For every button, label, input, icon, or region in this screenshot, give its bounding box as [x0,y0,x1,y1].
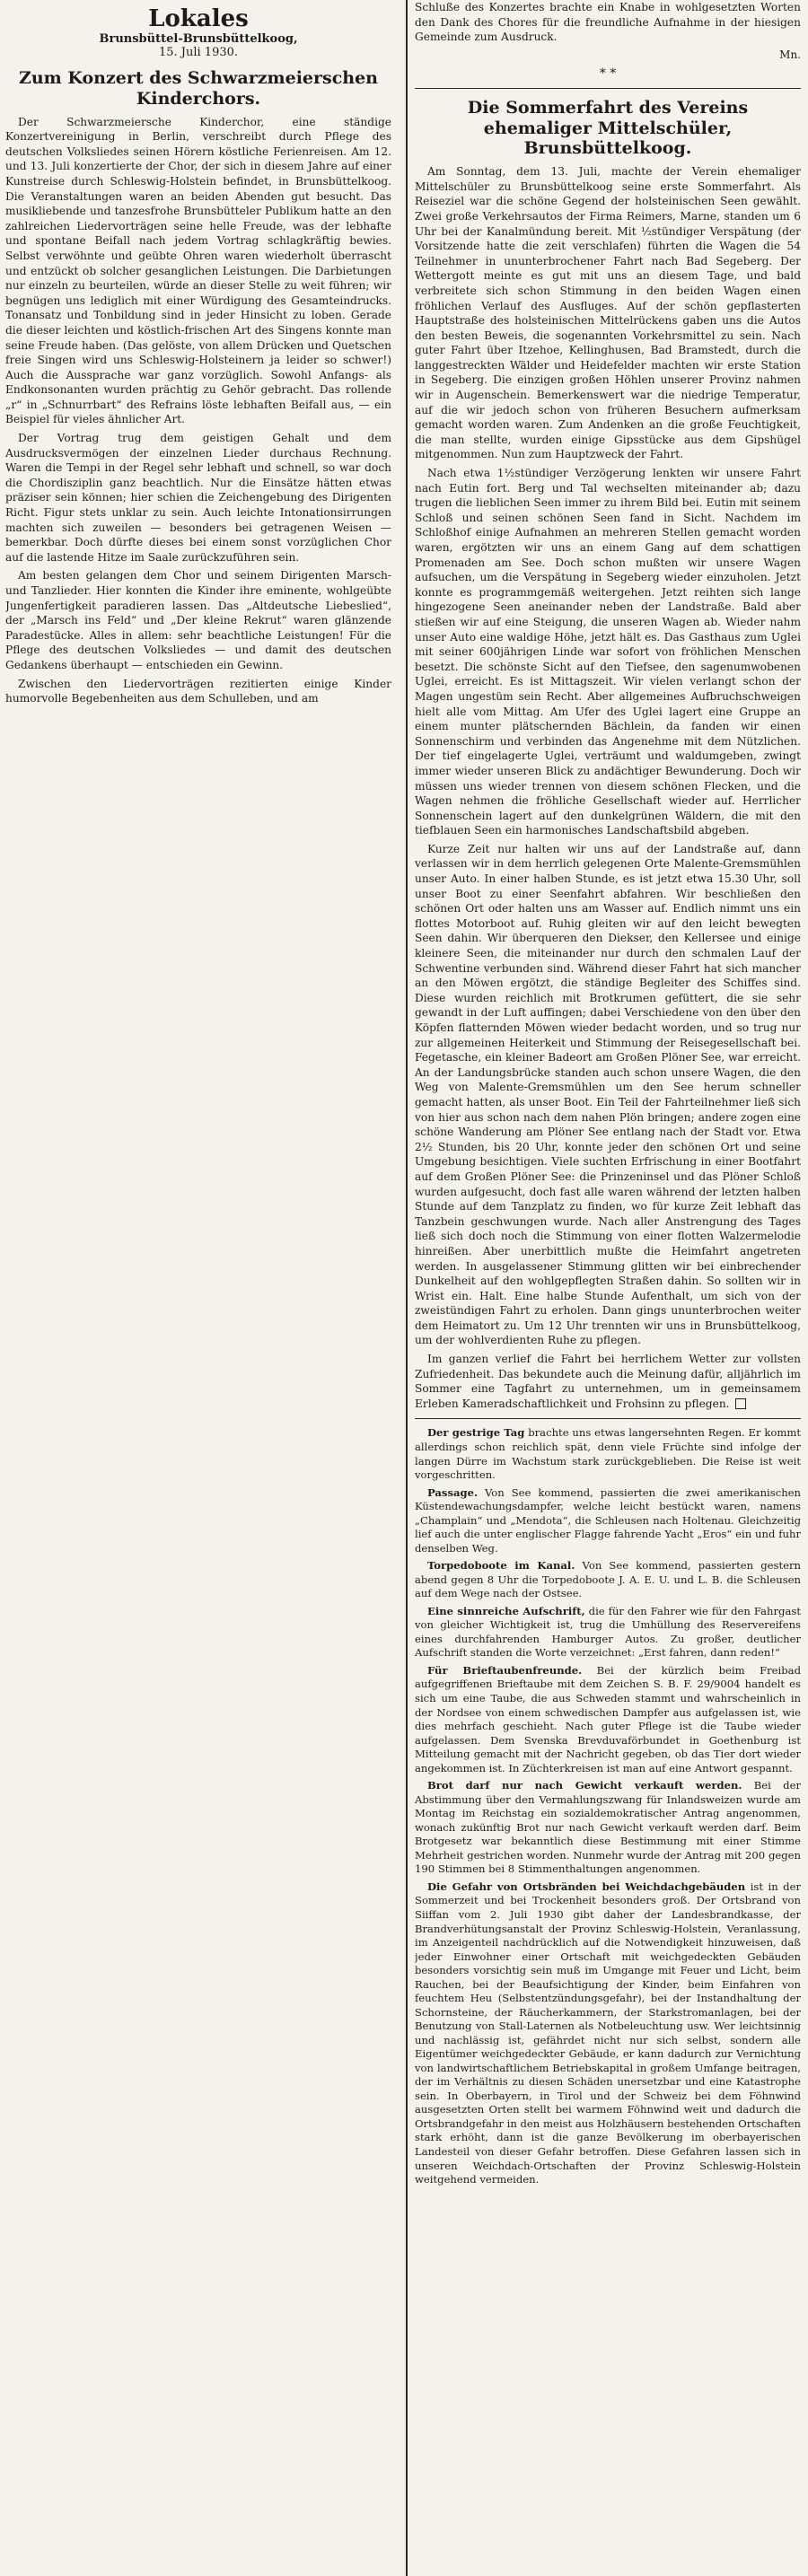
horizontal-rule [415,88,801,89]
concert-paragraph: Am besten gelangen dem Chor und seinem Dirigenten Marsch- und Tanzlieder. Hier konnten die Kinder ihre eminente, wohlgeübte Jungenfertigkeit paradieren lassen. Das „Altdeutsche Liebeslied“, der „Marsch ins Feld“ und „Der kleine Rekrut“ waren glänzende Paradestücke. Alles in allem: sehr beachtliche Leistungen! Für die Pflege des deutschen Volksliedes — und damit des deutschen Gedankens überhaupt — entschieden ein Gewinn. [5,569,391,671]
date: 15. Juli 1930. [158,46,239,59]
right-column [415,0,801,2576]
brief-head: Der gestrige Tag [427,1426,525,1440]
brief-item [415,1880,801,2187]
brief-head: Torpedoboote im Kanal. [427,1559,575,1573]
brief-text: ist in der Sommerzeit und bei Trockenheit besonders groß. Der Ortsbrand von Siiffan vom 2. Juli 1930 gibt daher der Landesbrandkasse, der Brandverhütungsanstalt der Provinz Schleswig-Holstein, Veranlassung, im Anzeigenteil nachdrücklich auf die Notwendigkeit hinzuweisen, daß jeder Einwohner einer Ortschaft mit weichgedeckten Gebäuden besonders vorsichtig sein muß im Umgange mit Feuer und Licht, beim Rauchen, bei der Beaufsichtigung der Kinder, beim Einfahren von feuchtem Heu (Selbstentzündungsgefahr), bei der Instandhaltung der Schornsteine, der Räucherkammern, der Starkstromanlagen, bei der Benutzung von Stall-Laternen als Notbeleuchtung usw. Wer leichtsinnig und nachlässig ist, gefährdet nicht nur sich selbst, sondern alle Eigentümer weichgedeckter Gebäude, er kann dadurch zur Vernichtung von landwirtschaftlichem Betriebskapital in großem Umfange beitragen, der im Verhältnis zu diesen Schäden unersetzbar und eine Katastrophe sein. In Oberbayern, in Tirol und der Schweiz bei dem Föhnwind ausgesetzten Orten stellt bei warmem Föhnwind weit und dadurch die Ortsbrandgefahr in den meist aus Holzhäusern bestehenden Ortschaften stark erhöht, dann ist die ganze Bevölkerung im oberbayerischen Landesteil von dieser Gefahr betroffen. Diese Gefahren lassen sich in unseren Weichdach-Ortschaften der Provinz Schleswig-Holstein weitgehend vermeiden. [415,1879,801,2186]
brief-text: die für den Fahrer wie für den Fahrgast von gleicher Wichtigkeit ist, trug die Umhüllung des Reservereifens eines durchfahrenden Hamburger Autos. Zu großer, deutlicher Aufschrift standen die Worte verzeichnet: „Erst fahren, dann reden!“ [415,1604,801,1660]
section-title: Lokales [148,5,249,32]
brief-text: Bei der kürzlich beim Freibad aufgegriffenen Brieftaube mit dem Zeichen S. B. F. 29/9004 handelt es sich um eine Taube, die aus Schweden stammt und wahrscheinlich in der Nordsee von einem schwedischen Dampfer aus aufgelassen ist, wie dies mehrfach geschieht. Nach guter Pflege ist die Taube wieder aufgelassen. Dem Svenska Brevduvaförbundet in Goethenburg ist Mitteilung gemacht mit der Nachricht gegeben, ob das Tier dort wieder angekommen ist. In Züchterkreisen ist man auf eine Antwort gespannt. [415,1663,801,1774]
brief-head: Passage. [427,1485,479,1499]
article-title-concert: Zum Konzert des Schwarzmeierschen Kinderchors. [18,68,378,109]
brief-item [415,1486,801,1556]
brief-item [415,1779,801,1877]
brief-item [415,1559,801,1601]
author-signature: Mn. [779,48,801,61]
concert-paragraph: Der Vortrag trug dem geistigen Gehalt und dem Ausdrucksvermögen der einzelnen Lieder durchaus Rechnung. Waren die Tempi in der Regel sehr lebhaft und schnell, so war doch die Chordisziplin ganz beachtlich. Nur die Einsätze hätten etwas präziser sein können; hier schien die Zeichengebung des Dirigenten Richt. Figur stets unklar zu sein. Auch leichte Intonationsirrungen machten sich zuweilen — besonders bei getragenen Weisen — bemerkbar. Doch dürfte dieses bei einem sonst vorzüglichen Chor auf die lastende Hitze im Saale zurückzuführen sein. [5,432,391,564]
column-divider [406,0,408,2576]
continuation-text: Schluße des Konzertes brachte ein Knabe in wohlgesetzten Worten den Dank des Chores für die freundliche Aufnahme in der hiesigen Gemeinde zum Ausdruck. [415,1,801,44]
brief-text: Bei der Abstimmung über den Vermahlungszwang für Inlandsweizen wurde am Montag im Reichstag ein sozialdemokratischer Antrag angenommen, wonach zukünftig Brot nur nach Gewicht verkauft werden darf. Beim Brotgesetz war bekanntlich diese Bestimmung mit einer Stimme Mehrheit gestrichen worden. Nunmehr wurde der Antrag mit 200 gegen 190 Stimmen bei 8 Stimmenthaltungen angenommen. [415,1779,801,1876]
brief-head: Die Gefahr von Ortsbränden bei Weichdachgebäuden [427,1879,746,1893]
brief-text: Von See kommend, passierten die zwei amerikanischen Küstendewachungsdampfer, welche leicht bestückt waren, namens „Champlain“ und „Mendota“, die Schleusen nach Holtenau. Gleichzeitig lief auch die unter englischer Flagge fahrende Yacht „Eros“ ein und fuhr denselben Weg. [415,1485,801,1555]
article-title-trip: Die Sommerfahrt des Vereins ehemaliger Mittelschüler, Brunsbüttelkoog. [467,97,749,159]
brief-head: Für Brieftaubenfreunde. [427,1663,583,1677]
left-column [5,0,391,2576]
concert-paragraph: Zwischen den Liedervorträgen rezitierten einige Kinder humorvolle Begebenheiten aus dem Schulleben, und am [5,677,391,705]
brief-head: Brot darf nur nach Gewicht verkauft werden. [427,1779,742,1792]
trip-paragraph [415,1352,801,1411]
brief-item [415,1605,801,1660]
news-briefs [415,1426,801,2186]
end-of-article-box [735,1398,746,1409]
separator-stars: * * [599,66,617,81]
brief-text: Von See kommend, passierten gestern abend gegen 8 Uhr die Torpedoboote J. A. E. U. und L. B. die Schleusen auf dem Wege nach der Ostsee. [415,1559,801,1600]
brief-head: Eine sinnreiche Aufschrift, [427,1604,585,1617]
brief-item [415,1664,801,1775]
brief-text: brachte uns etwas langersehnten Regen. Er kommt allerdings schon reichlich spät, denn viele Früchte sind infolge der langen Dürre im Wachstum stark zurückgeblieben. Die Reise ist weit vorgeschritten. [415,1426,801,1482]
brief-item [415,1426,801,1482]
trip-paragraph: Am Sonntag, dem 13. Juli, machte der Verein ehemaliger Mittelschüler zu Brunsbüttelkoog seine erste Sommerfahrt. Als Reiseziel war die schöne Gegend der holsteinischen Seen gewählt. Zwei große Verkehrsautos der Firma Reimers, Marne, standen um 6 Uhr bei der Kanalmündung bereit. Mit ½stündiger Verspätung (der Vorsitzende hatte die zeit verschlafen) führten die Wagen die 54 Teilnehmer in ununterbrochener Fahrt nach Bad Segeberg. Der Wettergott meinte es gut mit uns an diesem Tage, und bald verbreitete sich schon Stimmung in den beiden Wagen einen fröhlichen Verlauf des Ausfluges. Auf der schön gepflasterten Hauptstraße des holsteinischen Mittelrückens gaben uns die Autos den besten Beweis, die sogenannten Vorkehrsmittel zu sein. Nach guter Fahrt über Itzehoe, Kellinghusen, Bad Bramstedt, durch die langgestreckten Wälder und Heidefelder machten wir erste Station in Segeberg. Die einzigen großen Höhlen unserer Provinz nahmen wir in Augenschein. Bemerkenswert war die niedrige Temperatur, auf die wir jedoch schon von früheren Besuchern aufmerksam gemacht worden waren. Zum Andenken an die große Feuchtigkeit, die man stellte, wurden einige Gipsstücke aus dem Gipshügel mitgenommen. Nun zum Hauptzweck der Fahrt. [415,165,801,461]
trip-paragraph: Nach etwa 1½stündiger Verzögerung lenkten wir unsere Fahrt nach Eutin fort. Berg und Tal wechselten miteinander ab; dazu trugen die lieblichen Seen immer zu ihrem Bild bei. Eutin mit seinem Schloß und seinen schönen Seen fand in Sicht. Nachdem im Schloßhof einige Aufnahmen an mehreren Stellen gemacht worden waren, ergötzten wir uns an einem Gang auf dem schattigen Promenaden am See. Doch schon mußten wir unsere Wagen aufsuchen, um die Verspätung in Segeberg wieder einzuholen. Jetzt konnte es programmgemäß weitergehen. Jetzt reihten sich lange hingezogene Seen aneinander neben der Landstraße. Bald aber stießen wir auf eine Steigung, die unseren Wagen ab. Wieder nahm unser Auto eine waldige Höhe, jetzt hält es. Das Gasthaus zum Uglei mit seiner 600jährigen Linde war sofort von fröhlichen Menschen besetzt. Die schönste Sicht auf den Tiefsee, den sagenumwobenen Uglei, erreicht. Es ist Mittagszeit. Wir vielen verlangt schon der Magen ungestüm sein Recht. Aber allgemeines Aufbruchschweigen hielt alle vom Mittag. Am Ufer des Uglei lagert eine Gruppe an einem munter plätschernden Bächlein, da fanden wir einen Sonnenschirm und verbinden das Angenehme mit dem Nützlichen. Der tief eingelagerte Uglei, verträumt und waldumgeben, zwingt immer wieder unseren Blick zu andächtiger Bewunderung. Doch wir müssen uns wieder trennen von diesem schönen Flecken, und die Wagen nehmen die fröhliche Gesellschaft wieder auf. Herrlicher Sonnenschein lagert auf den dunkelgrünen Wäldern, die mit den tiefblauen Seen ein harmonisches Landschaftsbild abgeben. [415,467,801,837]
concert-paragraph: Der Schwarzmeiersche Kinderchor, eine ständige Konzertvereinigung in Berlin, verschreibt durch Pflege des deutschen Volksliedes seinen Hörern köstliche Ferienreisen. Am 12. und 13. Juli konzertierte der Chor, der sich in diesem Jahre auf einer Kunstreise durch Schleswig-Holstein befindet, in Brunsbüttelkoog. Die Veranstaltungen waren an beiden Abenden gut besucht. Das musikliebende und tanzesfrohe Brunsbütteler Publikum hatte an den zahlreichen Liedervorträgen seine helle Freude, was der lebhafte und spontane Beifall nach jedem Vortrag schlagkräftig bewies. Selbst verwöhnte und geübte Ohren waren wiederholt überrascht und entzückt ob solcher gesanglichen Leistungen. Die Darbietungen nur einzeln zu beurteilen, würde an dieser Stelle zu weit führen; wir begnügen uns lediglich mit einer Würdigung des Gesamteindrucks. Tonansatz und Tonbildung sind in jeder Hinsicht zu loben. Gerade die dieser leichten und köstlich-frischen Art des Singens konnte man seine Freude haben. (Das gelöste, von allem Drücken und Quetschen freie Singen wird uns Schleswig-Holsteinern ja leider so schwer!) Auch die Aussprache war ganz vorzüglich. Sowohl Anfangs- als Endkonsonanten wurden prächtig zu Gehör gebracht. Das rollende „r“ in „Schnurrbart“ des Refrains löste lebhaften Beifall aus, — ein Beispiel für vieles ähnlicher Art. [5,115,391,426]
horizontal-rule [415,1418,801,1419]
dateline: Brunsbüttel-Brunsbüttelkoog, [99,32,298,46]
trip-paragraph: Kurze Zeit nur halten wir uns auf der Landstraße auf, dann verlassen wir in dem herrlich gelegenen Orte Malente-Gremsmühlen unser Auto. In einer halben Stunde, es ist jetzt etwa 15.30 Uhr, soll unser Boot zu einer Seenfahrt abfahren. Wir beschließen den schönen Ort oder halten uns am Wasser auf. Endlich nimmt uns ein flottes Motorboot auf. Ruhig gleiten wir auf den leicht bewegten Seen dahin. Wir überqueren den Diekser, den Kellersee und einige kleinere Seen, die miteinander nur durch den schmalen Lauf der Schwentine verbunden sind. Während dieser Fahrt hat sich mancher an den Möwen ergötzt, die ständige Begleiter des Schiffes sind. Diese wurden reichlich mit Brotkrumen gefüttert, die sie sehr gewandt in der Luft auffingen; dabei Verschiedene von den über den Köpfen flatternden Möwen wieder bedacht worden, und so trug nur zur allgemeinen Heiterkeit und Stimmung der Reisegesellschaft bei. Fegetasche, ein kleiner Badeort am Großen Plöner See, war erreicht. An der Landungsbrücke standen auch schon unsere Wagen, die den Weg von Malente-Gremsmühlen um den See herum schneller gemacht hatten, als unser Boot. Ein Teil der Fahrteilnehmer ließ sich von hier aus schon nach dem nahen Plön bringen; andere zogen eine schöne Wanderung am Plöner See entlang nach der Stadt vor. Etwa 2½ Stunden, bis 20 Uhr, konnte jeder den schönen Ort und seine Umgebung besichtigen. Viele suchten Erfrischung in einer Bootfahrt auf dem Großen Plöner See: die Prinzeninsel und das Plöner Schloß wurden aufgesucht, doch fast alle waren während der letzten halben Stunde auf dem Tanzplatz zu finden, wo für kurze Zeit lebhaft das Tanzbein geschwungen wurde. Nach aller Anstrengung des Tages ließ sich doch noch die Stimmung von einer flotten Walzermelodie hinreißen. Aber unerbittlich mußte die Heimfahrt angetreten werden. In ausgelassener Stimmung glitten wir bei einbrechender Dunkelheit auf den wohlgepflegten Straßen dahin. So sollten wir in Wrist ein. Halt. Eine halbe Stunde Aufenthalt, um sich von der zweistündigen Fahrt zu erholen. Dann gings ununterbrochen weiter dem Heimatort zu. Um 12 Uhr trennten wir uns in Brunsbüttelkoog, um der wohlverdienten Ruhe zu pflegen. [415,842,801,1347]
trip-closing-text: Im ganzen verlief die Fahrt bei herrlichem Wetter zur vollsten Zufriedenheit. Das bekundete auch die Meinung dafür, alljährlich im Sommer eine Tagfahrt zu unternehmen, um in gemeinsamem Erleben Kameradschaftlichkeit und Frohsinn zu pflegen. [415,1353,801,1410]
